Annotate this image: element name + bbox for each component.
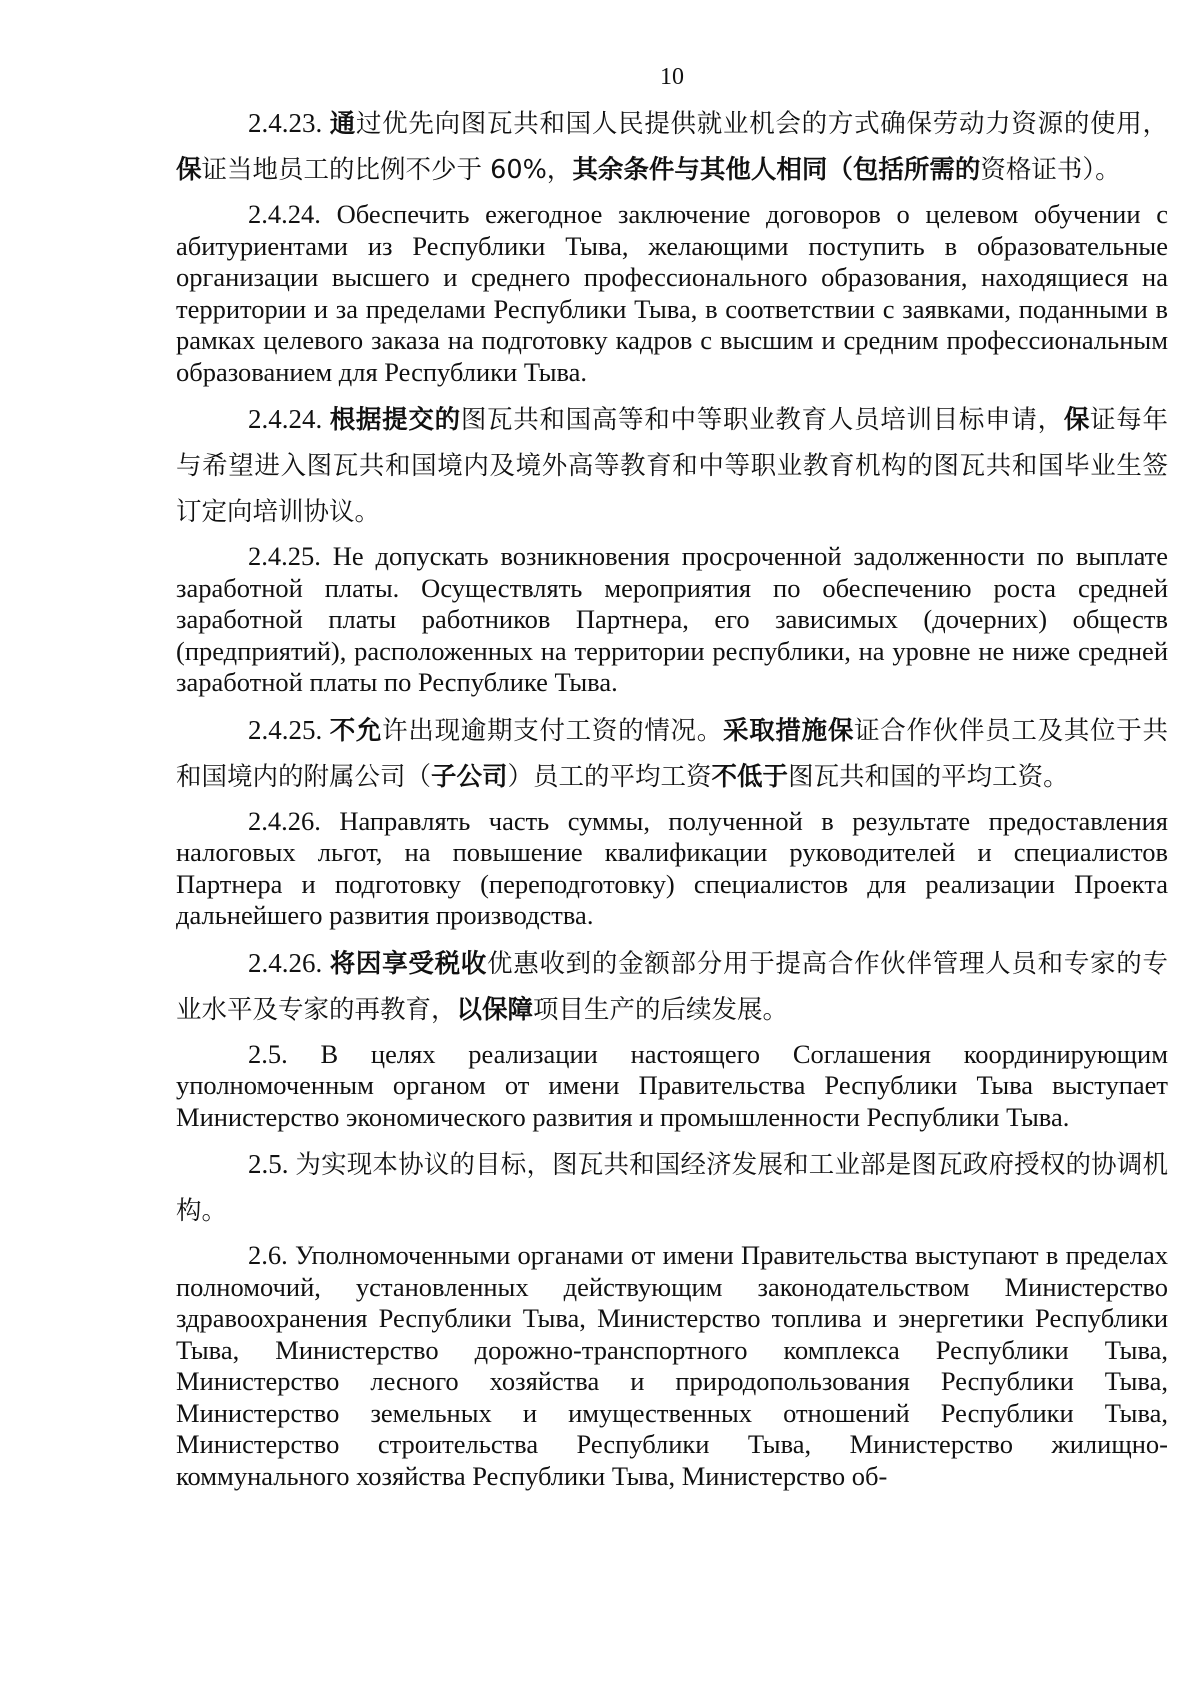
text-segment: 图瓦共和国高等和中等职业教育人员培训目标申请，	[460, 405, 1064, 435]
text-segment: 项目生产的后续发展。	[533, 994, 789, 1025]
paragraph-russian: 2.4.25. Не допускать возникновения просроченной задолженности по выплате заработной платы. Осуществлять мероприятия по обеспечению роста средней заработной платы работников Партнера, его зависимых (дочерних) обществ (предприятий), расположенных на территории республики, на уровне не ниже средней заработной платы по Республике Тыва.	[176, 541, 1168, 697]
clause-number: 2.5.	[248, 1149, 296, 1179]
text-segment: 许出现逾期支付工资的情况。	[382, 715, 723, 746]
text-segment: 资格证书）。	[980, 155, 1121, 185]
bold-text: 保	[1063, 405, 1091, 435]
text-segment: 过优先向图瓦共和国人民提供就业机会的方式确保劳动力资源的使用，	[355, 109, 1168, 139]
text-segment: 证每年与希望进入图瓦共和国境内及境外高等教育和中等职业教育机构的图瓦共和国毕业生签订定向培训协议。	[176, 405, 1168, 527]
text-segment: ）员工的平均工资	[507, 761, 712, 792]
bold-text: 根据提交的	[329, 405, 461, 435]
bold-text: 通	[329, 109, 356, 139]
paragraph-russian: 2.4.26. Направлять часть суммы, полученной в результате предоставления налоговых льгот, на повышение квалификации руководителей и специалистов Партнера и подготовку (переподготовку) специалистов для реализации Проекта дальнейшего развития производства.	[176, 805, 1168, 930]
bold-text: 以保障	[456, 994, 534, 1025]
clause-number: 2.4.24.	[248, 404, 330, 434]
paragraph-russian: 2.4.24. Обеспечить ежегодное заключение договоров о целевом обучении с абитуриентами из Республики Тыва, желающими поступить в образовательные организации высшего и среднего профессионального образования, находящиеся на территории и за пределами Республики Тыва, в соответствии с заявками, поданными в рамках целевого заказа на подготовку кадров с высшим и средним профессиональным образованием для Республики Тыва.	[176, 199, 1168, 387]
document-body	[176, 100, 1168, 1492]
text-segment: 证当地员工的比例不少于 60%，	[201, 155, 573, 185]
clause-number: 2.4.25.	[248, 714, 330, 745]
bold-text: 其余条件与其他人相同（包括所需的	[572, 155, 981, 185]
paragraph-russian: 2.5. В целях реализации настоящего Соглашения координирующим уполномоченным органом от имени Правительства Республики Тыва выступает Министерство экономического развития и промышленности Республики Тыва.	[176, 1038, 1168, 1132]
paragraph-chinese	[176, 396, 1168, 535]
text-segment: 证合作伙伴员工及其位于共和国境内的附属公司（	[176, 715, 1168, 792]
clause-number: 2.4.26.	[248, 947, 330, 978]
bold-text: 采取措施保	[722, 715, 855, 746]
document-page	[176, 62, 1168, 1500]
bold-text: 保	[176, 155, 202, 185]
paragraph-chinese	[176, 707, 1168, 800]
bold-text: 子公司	[431, 761, 508, 792]
page-number: 10	[660, 64, 684, 90]
paragraph-chinese	[176, 1141, 1168, 1234]
bold-text: 不允	[329, 715, 383, 746]
bold-text: 不低于	[711, 761, 789, 792]
paragraph-russian: 2.6. Уполномоченными органами от имени Правительства выступают в пределах полномочий, установленных действующим законодательством Министерство здравоохранения Республики Тыва, Министерство топлива и энергетики Республики Тыва, Министерство дорожно-транспортного комплекса Республики Тыва, Министерство лесного хозяйства и природопользования Республики Тыва, Министерство земельных и имущественных отношений Республики Тыва, Министерство строительства Республики Тыва, Министерство жилищно-коммунального хозяйства Республики Тыва, Министерство об-	[176, 1240, 1168, 1491]
text-segment: 为实现本协议的目标，图瓦共和国经济发展和工业部是图瓦政府授权的协调机构。	[176, 1150, 1168, 1226]
clause-number: 2.4.23.	[248, 108, 330, 138]
bold-text: 将因享受税收	[329, 948, 488, 979]
text-segment: 优惠收到的金额部分用于提高合作伙伴管理人员和专家的专业水平及专家的再教育，	[176, 948, 1168, 1025]
paragraph-chinese	[176, 100, 1168, 193]
text-segment: 图瓦共和国的平均工资。	[788, 761, 1069, 792]
paragraph-chinese	[176, 940, 1168, 1033]
